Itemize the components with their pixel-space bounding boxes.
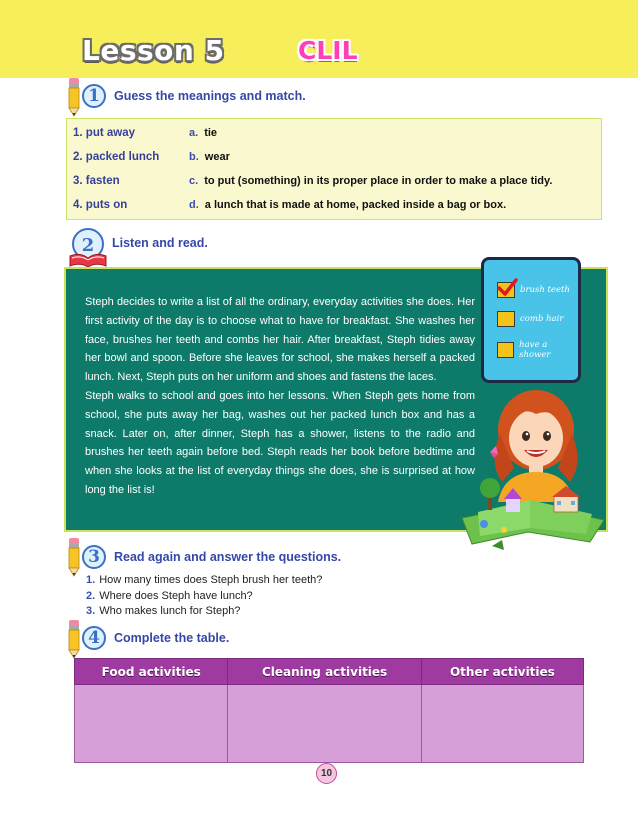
term-text: fasten — [85, 175, 120, 187]
lesson-title: Lesson 5 — [82, 34, 225, 67]
section-1-title: Guess the meanings and match. — [114, 89, 306, 103]
checkmark-icon — [496, 277, 518, 299]
section-4-title: Complete the table. — [114, 631, 230, 645]
checkbox — [497, 311, 515, 327]
term-text: puts on — [85, 199, 128, 211]
checklist-label: brush teeth — [520, 285, 570, 295]
match-row — [67, 170, 601, 192]
checklist-item — [497, 282, 570, 298]
table-cell-food[interactable] — [75, 685, 228, 763]
table-header-other: Other activities — [421, 659, 583, 685]
question-number: 3. — [86, 605, 96, 617]
checkbox — [497, 342, 514, 358]
question-number: 1. — [86, 574, 96, 586]
table-cell-other[interactable] — [421, 685, 583, 763]
table-header-cleaning: Cleaning activities — [228, 659, 421, 685]
section-3-title: Read again and answer the questions. — [114, 550, 342, 564]
story-text — [85, 293, 475, 500]
matching-box — [66, 118, 602, 220]
term-number: 4. — [73, 199, 83, 211]
definition-letter: d. — [189, 199, 199, 211]
question-list — [86, 573, 322, 620]
lesson-header — [0, 0, 638, 78]
definition-text: to put (something) in its proper place in order to make a place tidy. — [204, 175, 553, 187]
section-3-header — [82, 545, 341, 569]
question-text: How many times does Steph brush her teeth? — [99, 574, 323, 586]
pencil-icon — [64, 536, 84, 578]
question-item — [86, 589, 322, 605]
question-item — [86, 604, 322, 620]
activities-table — [74, 658, 584, 763]
definition-text: a lunch that is made at home, packed inside a bag or box. — [204, 199, 507, 211]
page-number: 10 — [316, 763, 337, 784]
checklist-item — [497, 311, 563, 327]
checklist-label: comb hair — [520, 314, 564, 324]
term-text: packed lunch — [85, 151, 160, 163]
section-4-number: 4 — [82, 626, 106, 650]
book-icon — [66, 226, 110, 268]
section-4-header — [82, 626, 229, 650]
definition-letter: b. — [189, 151, 199, 163]
definition-letter: c. — [189, 175, 199, 187]
term-number: 2. — [73, 151, 83, 163]
definition-text: tie — [204, 127, 218, 139]
girl-with-popup-book-illustration — [458, 382, 608, 552]
term-number: 3. — [73, 175, 83, 187]
checklist-item — [497, 340, 578, 360]
term-text: put away — [85, 127, 136, 139]
section-1-header — [82, 84, 306, 108]
match-row — [67, 194, 601, 216]
section-2-title: Listen and read. — [112, 236, 208, 250]
question-number: 2. — [86, 589, 96, 602]
section-3-number: 3 — [82, 545, 106, 569]
story-paragraph: Steph decides to write a list of all the ordinary, everyday activities she does. Her first activity of the day is to choose what to have for breakfast. She washes her face, brushes her teeth and combs her hair. After breakfast, Steph tidies away her bowl and spoon. Before she leaves for school, she makes herself a packed lunch. Next, Steph puts on her uniform and shoes and fastens the laces. — [85, 296, 475, 384]
term-number: 1. — [73, 127, 83, 139]
table-cell-cleaning[interactable] — [228, 685, 421, 763]
subject-title: CLIL — [298, 36, 358, 65]
match-row — [67, 122, 601, 144]
checklist-card — [481, 257, 581, 383]
question-item — [86, 573, 322, 589]
question-text: Who makes lunch for Steph? — [99, 605, 241, 617]
definition-letter: a. — [189, 127, 199, 139]
match-row — [67, 146, 601, 168]
pencil-icon — [64, 618, 84, 660]
checkbox — [497, 282, 515, 298]
story-paragraph: Steph walks to school and goes into her lessons. When Steph gets home from school, she puts away her bag, washes out her packed lunch box and has a snack. Later on, after dinner, Steph has a shower, listens to the radio and brushes her teeth again before bed. Steph reads her book before bedtime and when she looks at the list of everyday things she does, she is surprised at how long the list is! — [85, 389, 475, 496]
question-text: Where does Steph have lunch? — [99, 589, 253, 602]
section-1-number: 1 — [82, 84, 106, 108]
pencil-icon — [64, 76, 84, 118]
section-2-header — [112, 236, 208, 250]
definition-text: wear — [204, 151, 230, 163]
checklist-label: have a shower — [519, 340, 551, 360]
table-header-food: Food activities — [75, 659, 228, 685]
svg-text:2: 2 — [81, 235, 95, 256]
